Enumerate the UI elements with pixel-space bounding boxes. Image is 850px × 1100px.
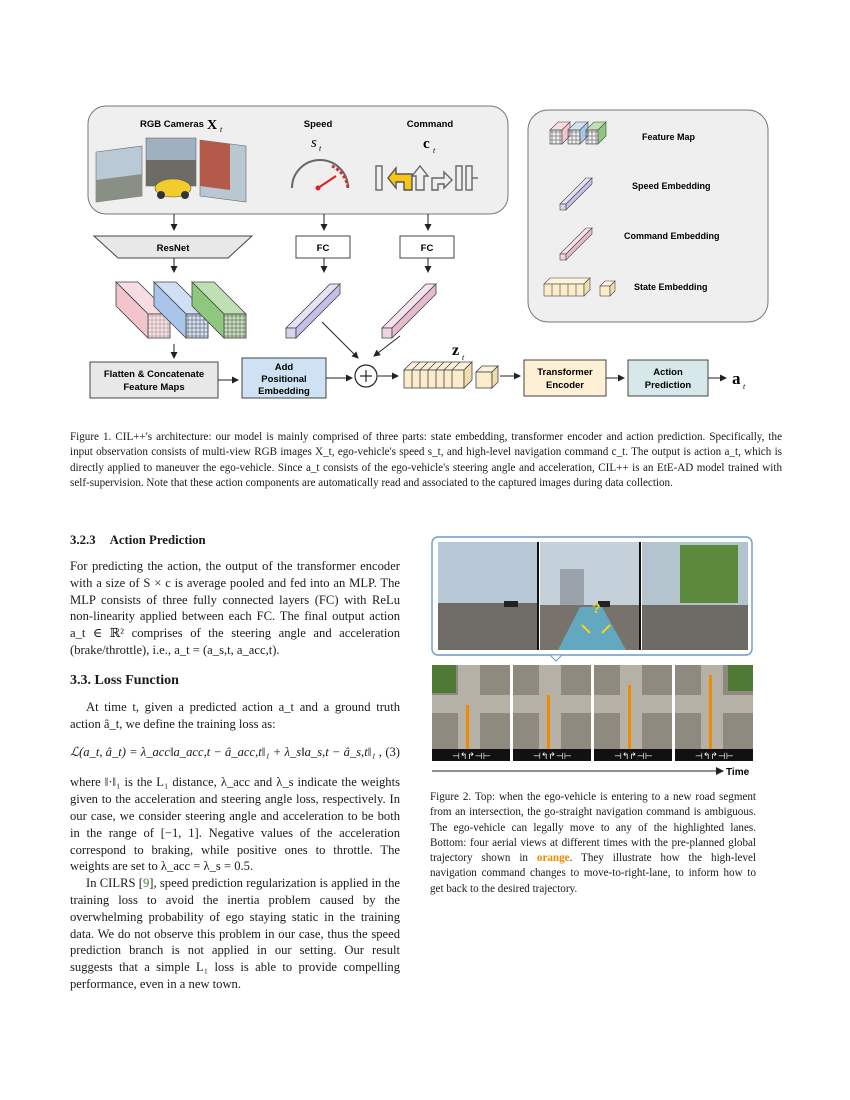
figure-2-driving-scenes — [430, 535, 756, 785]
speed-embedding — [286, 284, 340, 338]
posemb-label-1: Add — [274, 362, 294, 373]
command-label: Command — [406, 119, 454, 130]
action-label-2: Prediction — [644, 380, 692, 391]
posemb-label-2: Positional — [261, 374, 307, 385]
flatten-label-2: Feature Maps — [123, 382, 185, 393]
feature-maps — [116, 282, 246, 338]
equation-3-body: ℒ(a_t, â_t) = λ_acc‖a_acc,t − â_acc,t‖₁ + λ_s‖a_s,t − â_s,t‖₁ , — [70, 745, 382, 760]
a-sub: t — [743, 382, 746, 391]
para3-post: ], speed prediction regularization is applied in the training loss to avoid the inertia problem caused by the overwhelming probability of ego staying static in the training data. We do not observe this problem in our case, thus the speed prediction branch is not applied in our setting. Our result suggests that a simple L₁ loss is able to provide compelling performance, even in a new town. — [70, 876, 400, 991]
posemb-label-3: Embedding — [258, 386, 310, 397]
figure-2-caption-label: Figure 2. — [430, 791, 472, 803]
rgb-symbol: X — [207, 118, 218, 133]
svg-text:⊣↰↱⊣⊢: ⊣↰↱⊣⊢ — [533, 752, 572, 762]
command-embedding — [382, 284, 436, 338]
legend-feature-map-label: Feature Map — [642, 132, 696, 142]
section-3-2-3-number: 3.2.3 — [70, 533, 96, 547]
figure-1-caption-label: Figure 1. — [70, 431, 112, 443]
figure-1-caption-text: CIL++'s architecture: our model is mainly comprised of three parts: state embedding, transformer encoder and action prediction. Specifically, the input observation consists of multi-view RGB images X_t, ego-vehicle's speed s_t, and high-level navigation command c_t. The output is action a_t, which is directly applied to maneuver the ego-vehicle. Since a_t consists of the ego-vehicle's steering angle and acceleration, CIL++ is an EtE-AD model trained with self-supervision. Note that these action components are automatically read and associated to the captured images during data collection. — [70, 431, 782, 489]
aerial-views — [432, 665, 753, 749]
equation-3 — [70, 744, 400, 760]
figure-2-caption — [430, 790, 756, 897]
speed-symbol: s — [311, 135, 317, 151]
section-3-3-paragraph-3 — [70, 875, 400, 993]
figure-1-caption — [70, 430, 782, 491]
resnet-label: ResNet — [156, 243, 190, 254]
section-3-3-heading: 3.3. Loss Function — [70, 672, 179, 688]
left-column — [70, 533, 400, 993]
equation-3-number: (3) — [385, 745, 400, 760]
command-sub: t — [433, 146, 436, 155]
action-label-1: Action — [653, 367, 683, 378]
legend-command-embedding-label: Command Embedding — [624, 231, 720, 241]
command-symbol: c — [423, 136, 430, 152]
time-axis-arrow — [432, 767, 724, 775]
a-symbol: a — [732, 369, 741, 388]
front-camera-views — [438, 542, 748, 650]
rgb-cameras-label: RGB Cameras — [140, 119, 204, 130]
command-strips — [432, 749, 753, 762]
plus-operator-icon — [355, 365, 377, 387]
transformer-label-2: Encoder — [545, 380, 585, 391]
fc-command-label: FC — [420, 243, 434, 254]
ambiguity-question-mark: ? — [592, 600, 601, 616]
section-3-2-3-paragraph: For predicting the action, the output of the transformer encoder with a size of S × c is average pooled and fed into an MLP. The MLP consists of three fully connected layers (FC) with ReLu non-linearity applied between each FC. The final output action a_t ∈ ℝ² comprises of the steering angle and acceleration (brake/throttle), i.e., a_t = (a_s,t, a_acc,t). — [70, 559, 400, 657]
figure-1-architecture — [60, 100, 790, 420]
section-3-3-intro: At time t, given a predicted action a_t and a ground truth action â_t, we define the training loss as: — [70, 699, 400, 731]
legend-feature-map-icon — [550, 122, 606, 144]
svg-text:⊣↰↱⊣⊢: ⊣↰↱⊣⊢ — [452, 752, 491, 762]
z-symbol: z — [452, 342, 460, 359]
svg-text:⊣↰↱⊣⊢: ⊣↰↱⊣⊢ — [695, 752, 734, 762]
legend-speed-embedding-label: Speed Embedding — [632, 181, 711, 191]
citation-9-link[interactable]: 9 — [142, 876, 150, 891]
time-axis-label: Time — [726, 767, 750, 778]
figure-2-caption-orange-word: orange — [536, 852, 570, 865]
figure-2-caption-text-pre: Top: when the ego-vehicle is entering to a new road segment from an intersection, the go-straight navigation command is ambiguous. The ego-vehicle can legally move to any of the highlighted lanes. Bottom: four aerial views at different times with the pre-planned global trajectory shown in — [430, 791, 757, 865]
section-3-3-paragraph-2: where ‖·‖₁ is the L₁ distance, λ_acc and λ_s indicate the weights given to the acceleration and steering angle loss, respectively. In our case, we consider steering angle and acceleration to be both in the range of [−1, 1]. Negative values of the acceleration correspond to braking, while positive ones to throttle. The weights are set to λ_acc = λ_s = 0.5. — [70, 775, 400, 874]
para3-pre: In CILRS [ — [86, 876, 143, 891]
svg-text:⊣↰↱⊣⊢: ⊣↰↱⊣⊢ — [614, 752, 653, 762]
rgb-sub: t — [220, 125, 223, 134]
speed-label: Speed — [303, 119, 333, 130]
section-3-2-3-title: Action Prediction — [109, 533, 206, 547]
state-embedding-tokens — [404, 362, 498, 388]
section-3-2-3-heading — [70, 533, 400, 548]
figure-2-caption-text-post: . They illustrate how the high-level navigation command changes to move-to-right-lane, to inform how to get back to the desired trajectory. — [430, 852, 757, 895]
legend-state-embedding-label: State Embedding — [634, 282, 708, 292]
z-sub: t — [462, 353, 465, 362]
speed-sub: t — [319, 144, 322, 153]
fc-speed-label: FC — [316, 243, 330, 254]
transformer-label-1: Transformer — [537, 367, 593, 378]
flatten-label-1: Flatten & Concatenate — [103, 369, 205, 380]
